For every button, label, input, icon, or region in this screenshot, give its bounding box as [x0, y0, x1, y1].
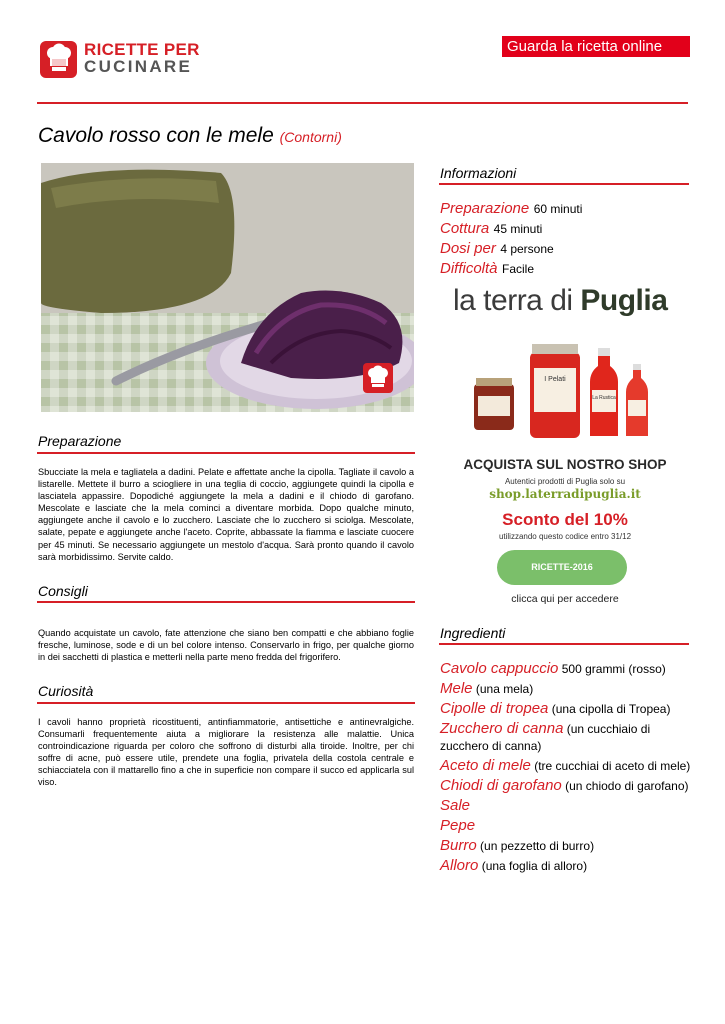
preparation-divider: [37, 452, 415, 454]
info-key: Dosi per: [440, 240, 496, 257]
info-key: Preparazione: [440, 200, 530, 217]
ingredient-item: [440, 660, 692, 678]
jar-label-rustica: La Rustica: [592, 395, 616, 401]
ingredient-item: [440, 720, 692, 755]
ingredient-name: Cipolle di tropea: [440, 700, 549, 717]
recipe-category: (Contorni): [279, 129, 342, 145]
info-row-cooking: [440, 220, 690, 240]
ad-brand-bold: Puglia: [580, 284, 668, 317]
ingredient-detail: (una mela): [472, 682, 534, 696]
info-value: Facile: [501, 262, 534, 276]
ingredient-detail: (un chiodo di garofano): [561, 779, 689, 793]
ad-shop-heading: ACQUISTA SUL NOSTRO SHOP: [463, 457, 667, 472]
tips-text: Quando acquistate un cavolo, fate attenzione che siano ben compatti e che abbiano foglie fresche, luminose, sode e di un bel colore intenso. Conservarlo in frigo, per qualche giorno in dei sacchetti di plastica e metterli nella parte meno fredda del frigorifero.: [38, 628, 414, 663]
info-divider: [439, 183, 689, 185]
info-value: 60 minuti: [533, 202, 583, 216]
ingredient-name: Burro: [440, 837, 477, 854]
recipe-photo: [41, 163, 414, 412]
ingredient-detail: (un pezzetto di burro): [476, 839, 595, 853]
ingredient-item: [440, 757, 692, 775]
ingredient-item: [440, 777, 692, 795]
ingredients-list: [440, 660, 692, 877]
shop-advertisement[interactable]: [440, 280, 690, 610]
info-list: [440, 200, 690, 280]
ingredient-detail: (una cipolla di Tropea): [548, 702, 671, 716]
ad-discount: Sconto del 10%: [502, 510, 628, 529]
ingredient-name: Sale: [440, 797, 471, 814]
info-row-difficulty: [440, 260, 690, 280]
curiosity-heading: Curiosità: [38, 683, 94, 699]
ingredient-item: [440, 797, 692, 815]
ad-brand: [453, 284, 667, 318]
tips-heading: Consigli: [38, 583, 88, 599]
site-logo[interactable]: [40, 41, 200, 81]
ingredient-item: [440, 680, 692, 698]
ingredient-name: Zucchero di canna: [440, 720, 564, 737]
logo-wordmark: [84, 41, 200, 75]
info-value: 45 minuti: [493, 222, 543, 236]
info-row-preparation: [440, 200, 690, 220]
ad-shop-url[interactable]: shop.laterradipuglia.it: [489, 487, 641, 501]
ad-discount-note: utilizzando questo codice entro 31/12: [498, 532, 632, 541]
ingredient-name: Pepe: [440, 817, 476, 834]
ingredient-name: Mele: [440, 680, 473, 697]
info-row-servings: [440, 240, 690, 260]
info-value: 4 persone: [500, 242, 554, 256]
recipe-title: [38, 124, 342, 148]
tips-divider: [37, 601, 415, 603]
header-divider: [37, 102, 688, 104]
ingredient-name: Chiodi di garofano: [440, 777, 562, 794]
ingredient-name: Aceto di mele: [440, 757, 531, 774]
info-heading: Informazioni: [440, 165, 517, 181]
ingredient-name: Cavolo cappuccio: [440, 660, 559, 677]
info-key: Difficoltà: [440, 260, 498, 277]
ad-subtitle: Autentici prodotti di Puglia solo su: [504, 477, 626, 486]
ingredients-divider: [439, 643, 689, 645]
preparation-text: Sbucciate la mela e tagliatela a dadini. Pelate e affettate anche la cipolla. Tagliate il cavolo a listarelle. Mettete il burro a sciogliere in una teglia di coccio, aggiungete quindi la cipolla e lasciatela appassire. Dopodiché aggiungete la mela a dadini e il chiodo di garofano. Mescolate e lasciate che la mela cominci a diventare morbida. Dopo qualche minuto, aggiungete anche il cavolo e lo zucchero. Lasciate che lo zucchero si sciolga. Mescolate, salate, pepate e aggiungete anche l'aceto. Coprite, abbassate la fiamma e lasciate cuocere per 45 minuti. Se necessario aggiungete un mestolo d'acqua. Sarà pronto quando il cavolo sarà morbidissimo. Servite caldo.: [38, 467, 414, 562]
ingredient-detail: (un cucchiaio di zucchero di canna): [440, 722, 651, 753]
ingredient-detail: (tre cucchiai di aceto di mele): [530, 759, 691, 773]
info-key: Cottura: [440, 220, 490, 237]
ad-access-link[interactable]: clicca qui per accedere: [511, 593, 619, 605]
ingredient-item: [440, 700, 692, 718]
ingredient-item: [440, 857, 692, 875]
logo-line-1: RICETTE PER: [84, 40, 200, 59]
discount-code-button[interactable]: RICETTE-2016: [497, 550, 627, 585]
product-jars-image: [470, 338, 660, 448]
recipe-name: Cavolo rosso con le mele: [38, 124, 274, 147]
jar-label-pelati: I Pelati: [544, 376, 566, 383]
chef-hat-icon: [40, 41, 77, 78]
curiosity-text: I cavoli hanno proprietà ricostituenti, antinfiammatorie, antisettiche e antinevralgiche. Consumarli frequentemente aiuta a migliorare la resistenza alle malattie. Unica controindicazione riguarda per coloro che soffrono di disturbi alla tiroide. Inoltre, per chi soffre di acne, può essere utile, prendete una foglia, privatela della costola centrale e schiacciatela con il mattarello fino a che in superficie non compare il succo ed applicarla sul viso.: [38, 717, 414, 788]
ingredient-item: [440, 817, 692, 835]
ad-brand-light: la terra di: [453, 284, 581, 317]
chef-hat-watermark-icon: [363, 363, 393, 393]
ingredients-heading: Ingredienti: [440, 625, 506, 641]
ingredient-item: [440, 837, 692, 855]
logo-line-2: CUCINARE: [84, 57, 193, 76]
view-recipe-online-button[interactable]: Guarda la ricetta online: [502, 36, 690, 57]
ingredient-detail: (una foglia di alloro): [478, 859, 588, 873]
curiosity-divider: [37, 702, 415, 704]
preparation-heading: Preparazione: [38, 433, 122, 449]
ingredient-detail: 500 grammi (rosso): [558, 662, 666, 676]
ingredient-name: Alloro: [440, 857, 479, 874]
